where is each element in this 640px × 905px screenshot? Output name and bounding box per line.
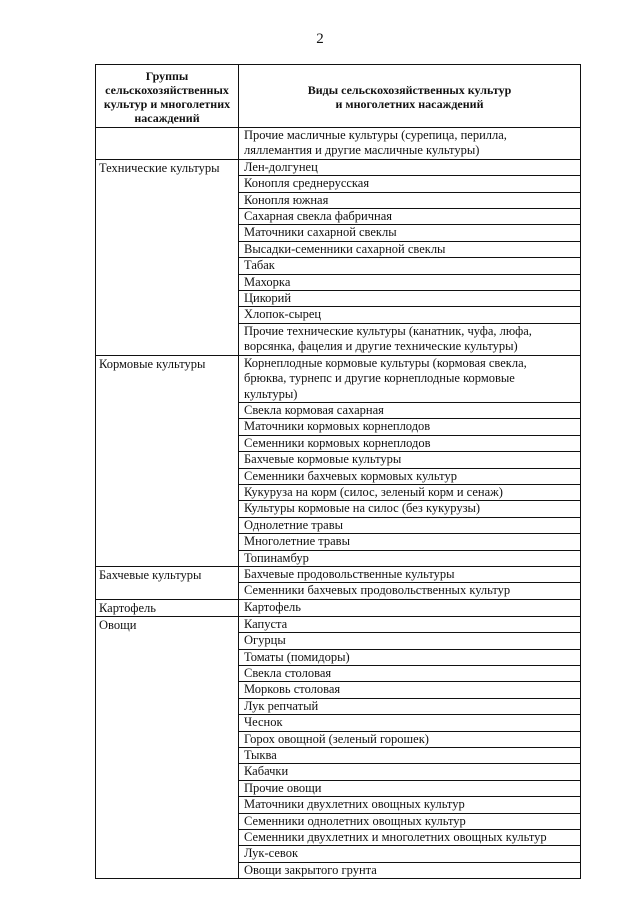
crop-item-line: Свекла столовая [244, 666, 332, 680]
crop-item-line: Многолетние травы [244, 534, 350, 549]
crop-item [239, 323, 580, 355]
table-group [96, 599, 580, 616]
crop-item-line: Лук-севок [244, 846, 299, 861]
crop-item-line: Конопля южная [244, 192, 329, 207]
crop-item-line: Семенники бахчевых кормовых культур [244, 468, 457, 483]
crop-item-line: Маточники сахарной свеклы [244, 225, 397, 240]
crop-item [239, 208, 580, 224]
header-text-line: и многолетних насаждений [335, 97, 484, 111]
crop-item [239, 698, 580, 714]
crop-item-line: Маточники двухлетних овощных культур [244, 797, 465, 812]
crop-item [239, 617, 580, 632]
crop-item-line: Тыква [244, 748, 277, 763]
crop-item [239, 175, 580, 191]
crop-item [239, 780, 580, 796]
crop-item [239, 418, 580, 434]
crop-item-line: Лук репчатый [244, 698, 319, 713]
group-items [239, 600, 580, 616]
crop-item [239, 517, 580, 533]
crop-item-line: Махорка [244, 274, 291, 289]
crop-item [239, 224, 580, 240]
table-group [96, 159, 580, 355]
crop-item-line: Свекла кормовая сахарная [244, 402, 384, 417]
crop-item-line: Кукуруза на корм (силос, зеленый корм и сенаж) [244, 484, 503, 499]
group-name: Овощи [96, 617, 239, 879]
crop-item-line: Хлопок-сырец [244, 307, 322, 322]
crop-item-line: Семенники однолетних овощных культур [244, 813, 466, 828]
crop-item [239, 257, 580, 273]
crop-item-line: Семенники двухлетних и многолетних овощных культур [244, 830, 547, 845]
crop-item [239, 533, 580, 549]
crop-item-line: Прочие масличные культуры (сурепица, перилла, [244, 128, 507, 142]
crop-item-line: Табак [244, 258, 275, 273]
crop-item-line: Овощи закрытого грунта [244, 862, 377, 877]
group-name: Технические культуры [96, 160, 239, 355]
group-items [239, 356, 580, 566]
crop-item [239, 632, 580, 648]
crop-item-line: Корнеплодные кормовые культуры (кормовая свекла, [244, 355, 527, 370]
crop-item-line: Огурцы [244, 633, 286, 648]
group-items [239, 617, 580, 879]
crop-item-line: Сахарная свекла фабричная [244, 209, 393, 224]
header-text-line: культур и многолетних [103, 97, 231, 111]
crop-item-line: культуры) [244, 386, 298, 401]
crop-item-line: Цикорий [244, 291, 292, 306]
crop-item [239, 845, 580, 861]
crop-item-line: Семенники кормовых корнеплодов [244, 435, 431, 450]
crop-item [239, 714, 580, 730]
group-items [239, 567, 580, 599]
crop-item [239, 274, 580, 290]
crop-item [239, 649, 580, 665]
crop-item [239, 681, 580, 697]
crop-item-line: Лен-долгунец [244, 159, 318, 174]
crop-item-line: Маточники кормовых корнеплодов [244, 419, 431, 434]
crop-item-line: Картофель [244, 599, 301, 614]
header-types-cell [239, 65, 580, 127]
crop-table [95, 64, 581, 879]
crop-item [239, 306, 580, 322]
group-items [239, 160, 580, 355]
crop-item [239, 747, 580, 763]
crop-item [239, 451, 580, 467]
crop-item-line: брюква, турнепс и другие корнеплодные кормовые [244, 371, 515, 386]
crop-item [239, 241, 580, 257]
crop-item-line: ворсянка, фацелия и другие технические культуры) [244, 339, 518, 354]
crop-item-line: Морковь столовая [244, 682, 341, 697]
crop-item [239, 550, 580, 566]
header-text-line: сельскохозяйственных [105, 83, 229, 97]
crop-item [239, 128, 580, 159]
crop-item-line: Высадки-семенники сахарной свеклы [244, 241, 446, 256]
crop-item-line: Семенники бахчевых продовольственных культур [244, 583, 511, 598]
table-group [96, 566, 580, 599]
crop-item [239, 567, 580, 582]
crop-item [239, 290, 580, 306]
crop-item-line: Кабачки [244, 764, 289, 779]
crop-item-line: Томаты (помидоры) [244, 649, 350, 664]
crop-item [239, 829, 580, 845]
crop-item [239, 862, 580, 878]
crop-item [239, 796, 580, 812]
table-header [96, 65, 580, 128]
group-name: Кормовые культуры [96, 356, 239, 566]
crop-item [239, 500, 580, 516]
crop-item-line: Чеснок [244, 715, 283, 730]
table-body [96, 128, 580, 878]
crop-item [239, 160, 580, 175]
crop-item [239, 763, 580, 779]
group-name: Картофель [96, 600, 239, 616]
crop-item-line: Капуста [244, 616, 288, 631]
crop-item [239, 435, 580, 451]
header-text-line: Виды сельскохозяйственных культур [307, 83, 512, 97]
crop-item-line: ляллемантия и другие масличные культуры) [244, 143, 480, 158]
group-name: Бахчевые культуры [96, 567, 239, 599]
crop-item [239, 484, 580, 500]
crop-item [239, 600, 580, 615]
crop-item [239, 731, 580, 747]
table-group [96, 616, 580, 879]
header-text-line: Группы [145, 69, 189, 83]
crop-item [239, 813, 580, 829]
page-number: 2 [316, 31, 324, 47]
crop-item-line: Прочие технические культуры (канатник, чуфа, люфа, [244, 323, 532, 338]
table-group [96, 355, 580, 566]
crop-item-line: Горох овощной (зеленый горошек) [244, 731, 429, 746]
crop-item [239, 468, 580, 484]
crop-item [239, 665, 580, 681]
crop-item-line: Прочие овощи [244, 780, 322, 795]
table-group [96, 128, 580, 159]
header-groups-cell [96, 65, 239, 127]
crop-item [239, 192, 580, 208]
crop-item-line: Однолетние травы [244, 517, 344, 532]
crop-item [239, 356, 580, 402]
crop-item [239, 402, 580, 418]
crop-item [239, 582, 580, 598]
group-name [96, 128, 239, 159]
crop-item-line: Топинамбур [244, 550, 309, 565]
crop-item-line: Бахчевые продовольственные культуры [244, 566, 455, 581]
group-items [239, 128, 580, 159]
crop-item-line: Культуры кормовые на силос (без кукурузы) [244, 501, 481, 516]
header-text-line: насаждений [134, 111, 200, 125]
crop-item-line: Конопля среднерусская [244, 176, 370, 191]
crop-item-line: Бахчевые кормовые культуры [244, 452, 402, 467]
